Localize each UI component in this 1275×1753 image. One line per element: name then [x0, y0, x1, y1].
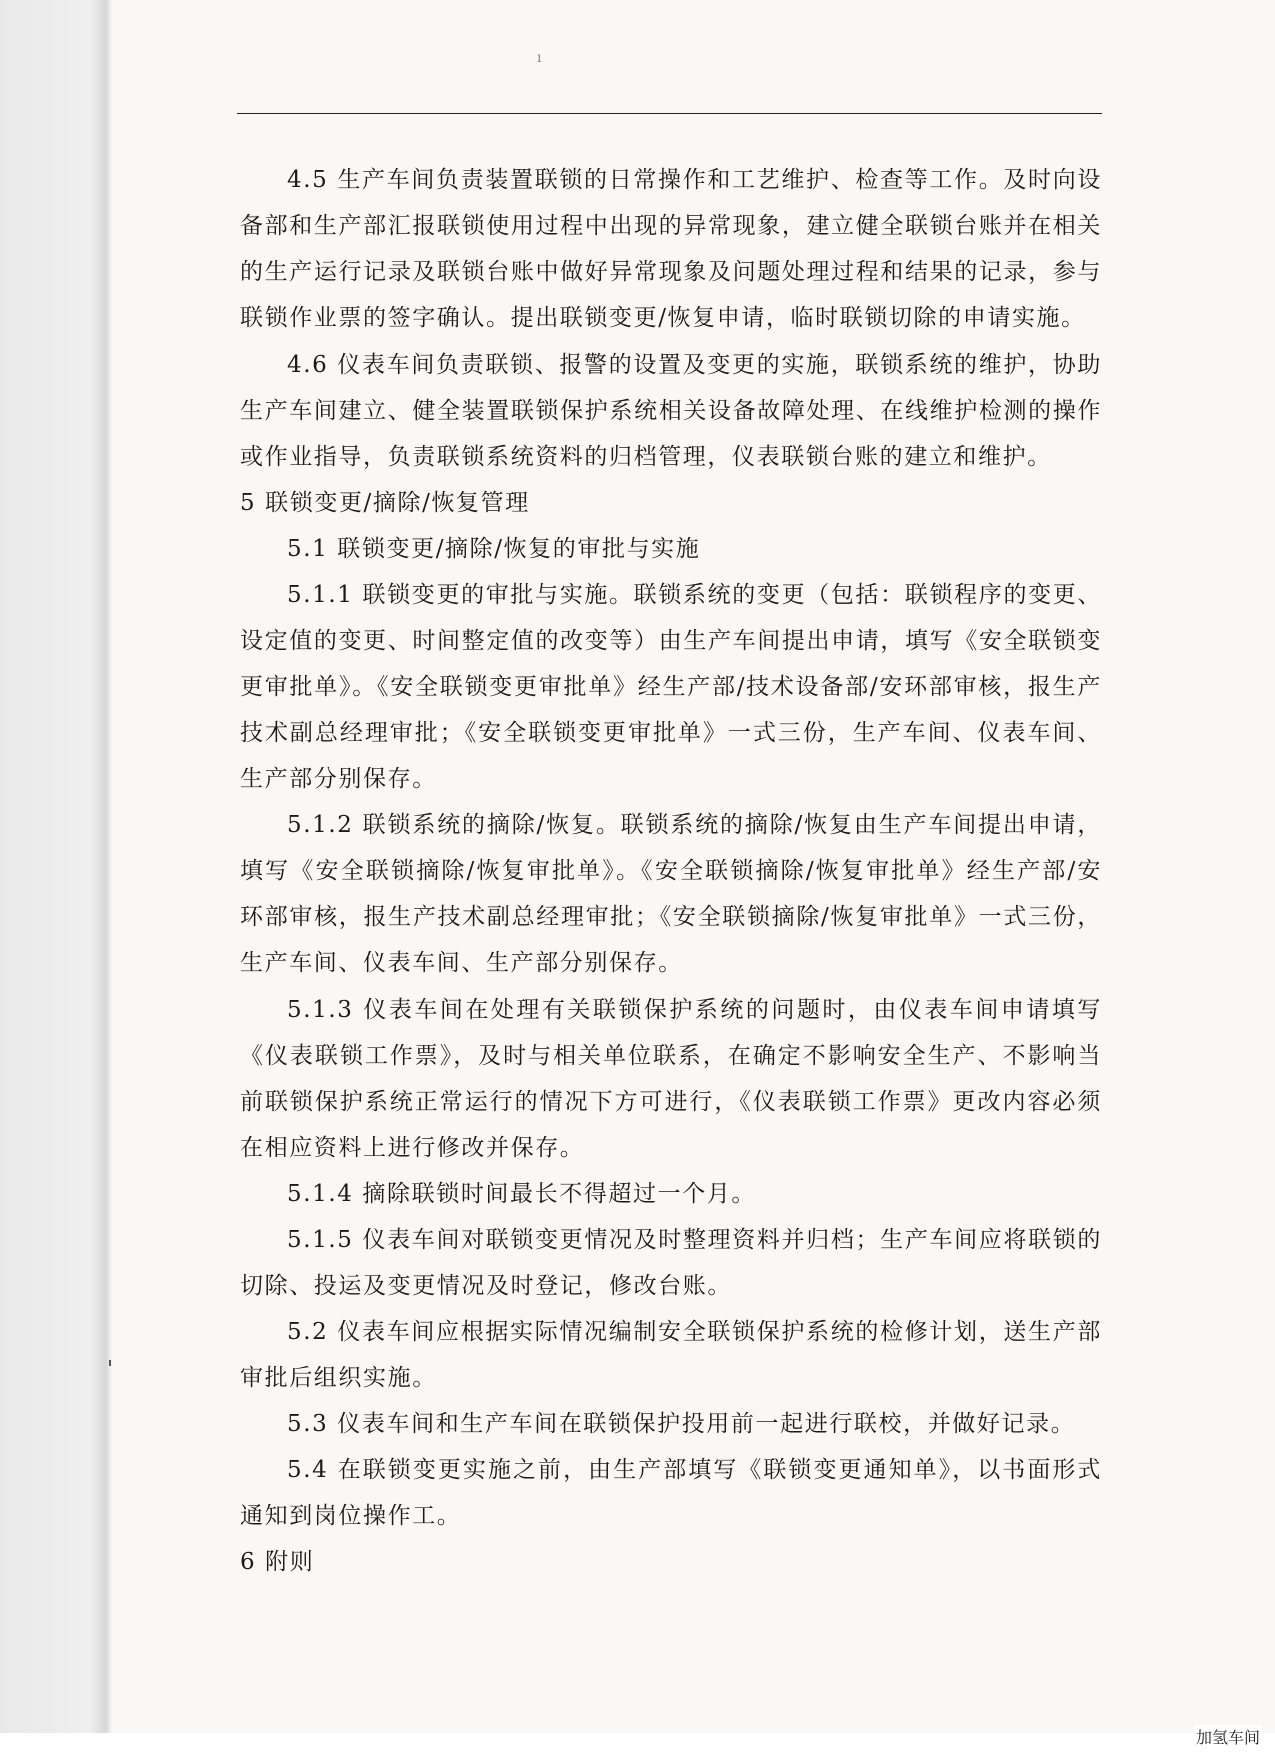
- section-6-heading: 6 附则: [240, 1549, 315, 1575]
- paragraph-4-5-line-4: 联锁作业票的签字确认。提出联锁变更/恢复申请，临时联锁切除的申请实施。: [240, 305, 1086, 331]
- paragraph-5-1-3-line-3: 前联锁保护系统正常运行的情况下方可进行，《仪表联锁工作票》更改内容必须: [240, 1089, 1102, 1115]
- scan-bottom-margin: [0, 1733, 1275, 1753]
- paragraph-4-6-line-2: 生产车间建立、健全装置联锁保护系统相关设备故障处理、在线维护检测的操作: [240, 398, 1102, 424]
- watermark-label: 加氢车间: [1194, 1725, 1262, 1748]
- paragraph-5-4-line-2: 通知到岗位操作工。: [240, 1503, 462, 1529]
- paragraph-5-3: 5.3 仪表车间和生产车间在联锁保护投用前一起进行联校，并做好记录。: [287, 1411, 1076, 1437]
- paragraph-5-1-2-line-2: 填写《安全联锁摘除/恢复审批单》。《安全联锁摘除/恢复审批单》经生产部/安: [240, 858, 1102, 884]
- paragraph-5-1-4: 5.1.4 摘除联锁时间最长不得超过一个月。: [287, 1181, 757, 1207]
- scan-edge-mark: [109, 1360, 111, 1366]
- paragraph-5-2-line-2: 审批后组织实施。: [240, 1365, 437, 1391]
- paragraph-5-4-line-1: 5.4 在联锁变更实施之前，由生产部填写《联锁变更通知单》，以书面形式: [287, 1457, 1102, 1483]
- paragraph-5-1-3-line-4: 在相应资料上进行修改并保存。: [240, 1135, 585, 1161]
- paragraph-5-1-3-line-2: 《仪表联锁工作票》，及时与相关单位联系，在确定不影响安全生产、不影响当: [240, 1043, 1102, 1069]
- paragraph-5-1-3-line-1: 5.1.3 仪表车间在处理有关联锁保护系统的问题时，由仪表车间申请填写: [287, 997, 1102, 1023]
- section-5-1-heading: 5.1 联锁变更/摘除/恢复的审批与实施: [287, 536, 701, 562]
- paragraph-5-1-1-line-2: 设定值的变更、时间整定值的改变等）由生产车间提出申请，填写《安全联锁变: [240, 628, 1102, 654]
- paragraph-5-1-1-line-1: 5.1.1 联锁变更的审批与实施。联锁系统的变更（包括：联锁程序的变更、: [287, 582, 1102, 608]
- paragraph-5-2-line-1: 5.2 仪表车间应根据实际情况编制安全联锁保护系统的检修计划，送生产部: [287, 1319, 1102, 1345]
- paragraph-5-1-1-line-3: 更审批单》。《安全联锁变更审批单》经生产部/技术设备部/安环部审核，报生产: [240, 674, 1102, 700]
- paragraph-5-1-2-line-3: 环部审核，报生产技术副总经理审批；《安全联锁摘除/恢复审批单》一式三份，: [240, 904, 1102, 930]
- paragraph-4-5-line-1: 4.5 生产车间负责装置联锁的日常操作和工艺维护、检查等工作。及时向设: [287, 167, 1102, 193]
- paragraph-4-6-line-3: 或作业指导，负责联锁系统资料的归档管理，仪表联锁台账的建立和维护。: [240, 444, 1052, 470]
- scan-left-margin: [0, 0, 112, 1753]
- header-rule: [237, 113, 1102, 114]
- paragraph-5-1-5-line-1: 5.1.5 仪表车间对联锁变更情况及时整理资料并归档；生产车间应将联锁的: [287, 1227, 1102, 1253]
- paragraph-4-6-line-1: 4.6 仪表车间负责联锁、报警的设置及变更的实施，联锁系统的维护，协助: [287, 352, 1102, 378]
- paragraph-5-1-2-line-4: 生产车间、仪表车间、生产部分别保存。: [240, 950, 683, 976]
- paragraph-5-1-5-line-2: 切除、投运及变更情况及时登记，修改台账。: [240, 1273, 732, 1299]
- paragraph-4-5-line-2: 备部和生产部汇报联锁使用过程中出现的异常现象，建立健全联锁台账并在相关: [240, 213, 1102, 239]
- paragraph-4-5-line-3: 的生产运行记录及联锁台账中做好异常现象及问题处理过程和结果的记录，参与: [240, 259, 1102, 285]
- paragraph-5-1-2-line-1: 5.1.2 联锁系统的摘除/恢复。联锁系统的摘除/恢复由生产车间提出申请，: [287, 812, 1102, 838]
- paragraph-5-1-1-line-5: 生产部分别保存。: [240, 766, 437, 792]
- paragraph-5-1-1-line-4: 技术副总经理审批；《安全联锁变更审批单》一式三份，生产车间、仪表车间、: [240, 720, 1102, 746]
- section-5-heading: 5 联锁变更/摘除/恢复管理: [240, 490, 530, 516]
- header-mark: ı: [537, 50, 542, 66]
